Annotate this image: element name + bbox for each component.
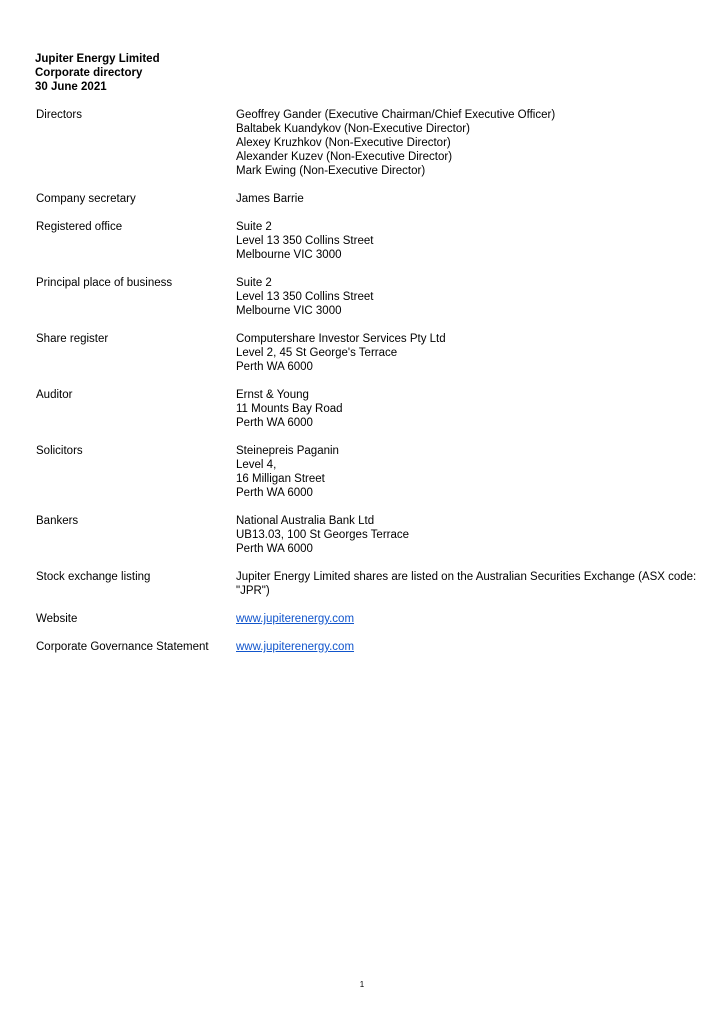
- secretary-name: James Barrie: [236, 193, 304, 205]
- address-line: Computershare Investor Services Pty Ltd: [236, 333, 446, 345]
- principal-place-row: [36, 276, 706, 318]
- address-line: National Australia Bank Ltd: [236, 515, 375, 527]
- address-line: Ernst & Young: [236, 389, 309, 401]
- address-line: Level 13 350 Collins Street: [236, 235, 374, 247]
- website-value: [236, 612, 706, 626]
- address-line: Level 2, 45 St George's Terrace: [236, 347, 398, 359]
- address-line: Suite 2: [236, 277, 272, 289]
- governance-value: [236, 640, 706, 654]
- principal-place-label: Principal place of business: [36, 277, 173, 289]
- directors-row: [36, 108, 706, 178]
- address-line: Perth WA 6000: [236, 487, 313, 499]
- governance-row: [36, 640, 706, 654]
- report-date: 30 June 2021: [35, 81, 107, 93]
- address-line: UB13.03, 100 St Georges Terrace: [236, 529, 410, 541]
- address-line: Level 13 350 Collins Street: [236, 291, 374, 303]
- stock-exchange-label: Stock exchange listing: [36, 571, 151, 583]
- address-line: Suite 2: [236, 221, 272, 233]
- directors-label: Directors: [36, 109, 83, 121]
- address-line: 11 Mounts Bay Road: [236, 403, 343, 415]
- address-line: Perth WA 6000: [236, 543, 313, 555]
- secretary-row: [36, 192, 706, 206]
- secretary-value: [236, 192, 706, 206]
- auditor-address: [236, 388, 706, 430]
- stock-exchange-text: Jupiter Energy Limited shares are listed on the Australian Securities Exchange (ASX code: "JPR"): [236, 571, 697, 597]
- address-line: Steinepreis Paganin: [236, 445, 339, 457]
- auditor-row: [36, 388, 706, 430]
- secretary-label: Company secretary: [36, 193, 136, 205]
- registered-office-label: Registered office: [36, 221, 123, 233]
- solicitors-address: [236, 444, 706, 500]
- stock-exchange-row: [36, 570, 706, 598]
- director-name: Alexey Kruzhkov (Non-Executive Director): [236, 137, 451, 149]
- director-name: Geoffrey Gander (Executive Chairman/Chief Executive Officer): [236, 109, 556, 121]
- website-link[interactable]: www.jupiterenergy.com: [236, 613, 355, 625]
- bankers-label: Bankers: [36, 515, 79, 527]
- registered-office-address: [236, 220, 706, 262]
- company-name: Jupiter Energy Limited: [35, 53, 160, 65]
- address-line: Melbourne VIC 3000: [236, 305, 342, 317]
- director-name: Alexander Kuzev (Non-Executive Director): [236, 151, 453, 163]
- page-title: Corporate directory: [35, 67, 143, 79]
- bankers-address: [236, 514, 706, 556]
- director-name: Mark Ewing (Non-Executive Director): [236, 165, 426, 177]
- address-line: Melbourne VIC 3000: [236, 249, 342, 261]
- solicitors-label: Solicitors: [36, 445, 83, 457]
- principal-place-address: [236, 276, 706, 318]
- address-line: Perth WA 6000: [236, 361, 313, 373]
- corporate-directory: [36, 108, 706, 668]
- share-register-row: [36, 332, 706, 374]
- website-label: Website: [36, 613, 78, 625]
- governance-link[interactable]: www.jupiterenergy.com: [236, 641, 355, 653]
- share-register-label: Share register: [36, 333, 109, 345]
- registered-office-row: [36, 220, 706, 262]
- bankers-row: [36, 514, 706, 556]
- address-line: Perth WA 6000: [236, 417, 313, 429]
- page-number: 1: [359, 980, 365, 989]
- solicitors-row: [36, 444, 706, 500]
- document-header: [35, 52, 160, 94]
- director-name: Baltabek Kuandykov (Non-Executive Director): [236, 123, 470, 135]
- address-line: Level 4,: [236, 459, 277, 471]
- governance-label: Corporate Governance Statement: [36, 641, 209, 653]
- website-row: [36, 612, 706, 626]
- address-line: 16 Milligan Street: [236, 473, 325, 485]
- share-register-address: [236, 332, 706, 374]
- directors-list: [236, 108, 706, 178]
- auditor-label: Auditor: [36, 389, 73, 401]
